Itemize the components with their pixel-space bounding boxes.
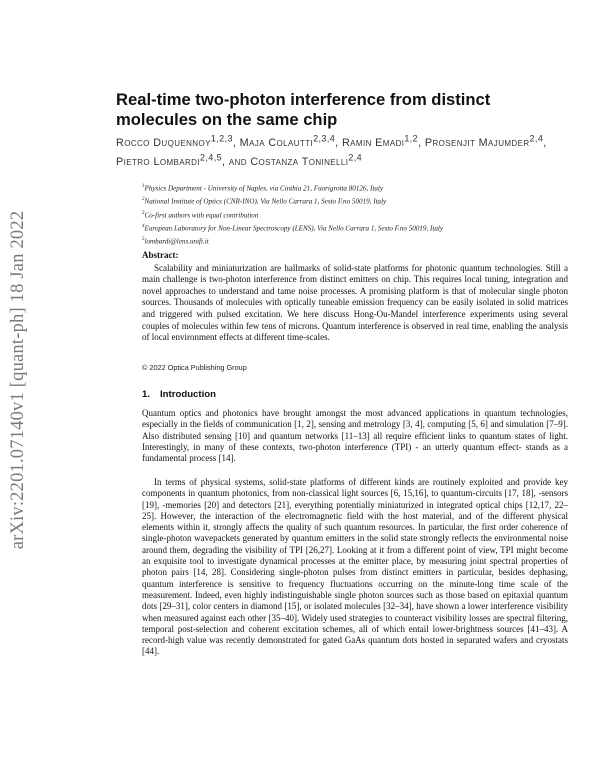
author: Costanza Toninelli$^{2,4}$ [250, 152, 363, 169]
author: Prosenjit Majumder$^{2,4}$, [424, 133, 547, 149]
author: Maja Colautti$^{2,3,4}$, [239, 133, 342, 149]
affiliation-list [142, 181, 582, 248]
section-heading [142, 389, 216, 400]
copyright-notice: © 2022 Optica Publishing Group [142, 363, 247, 372]
affiliation: $^4$European Laboratory for Non-Linear Spectroscopy (LENS), Via Nello Carrara 1, Sesto F.no 50019, Italy [142, 224, 444, 233]
abstract [142, 250, 568, 344]
paper-title: Real-time two-photon interference from distinct molecules on the same chip [116, 90, 491, 129]
affiliation: $^1$Physics Department - University of Naples, via Cinthia 21, Fuorigrotta 80126, Italy [142, 184, 384, 193]
author: Pietro Lombardi$^{2,4,5}$, and [116, 152, 251, 169]
abstract-text: Scalability and miniaturization are hallmarks of solid-state platforms for photonic quantum technologies. Still a main challenge is two-photon interference from distinct emitters on chip. This requires local tuning, integration and novel approaches to understand and tame noise processes. A promising platform is that of molecular single photon sources. Thousands of molecules with optically tuneable emission frequency can be easily isolated in solid matrices and triggered with pulsed excitation. We here discuss Hong-Ou-Mandel interference experiments using several couples of molecules within few tens of microns. Quantum interference is observed in real time, enabling the analysis of local environment effects at different time-scales. [142, 262, 568, 343]
arxiv-stamp: arXiv:2201.07140v1 [quant-ph] 18 Jan 2022 [8, 210, 28, 550]
abstract-heading: Abstract: [142, 250, 179, 260]
body-paragraph: Quantum optics and photonics have brought amongst the most advanced applications in quantum technologies, especially in the fields of communication [1, 2], sensing and metrology [3, 4], computing [5, 6] and simulation [7–9]. Also distributed sensing [10] and quantum networks [11–13] all require efficient links to quantum states of light. Interestingly, in many of these contexts, two-photon interference (TPI) - an utterly quantum effect- stands as a fundamental process [14]. [142, 408, 568, 464]
affiliation: $^3$Co-first authors with equal contribution [142, 210, 259, 220]
section-number: 1. [142, 389, 151, 400]
author: Rocco Duquennoy$^{1,2,3}$, [116, 133, 240, 149]
body-paragraph: In terms of physical systems, solid-state platforms of different kinds are routinely exploited and provide key components in quantum photonics, from non-classical light sources [6, 15,16], to quantum-circuits [17, 18], -sensors [19], -memories [20] and detectors [21], everything potentially miniaturized in integrated optical chips [12,17, 22–25]. However, the interaction of the electromagnetic field with the host material, and of the different physical elements within it, strongly affects the quality of such quantum resources. In particular, the first order coherence of single-photon wavepackets generated by quantum emitters in the solid state strongly reflects the environmental noise around them, degrading the visibility of TPI [26,27]. Looking at it from a different point of view, TPI might become an exquisite tool to investigate dynamical processes at the emitter place, by measuring joint spectral properties of photon pairs [14, 28]. Considering single-photon pulses from distinct emitters in particular, besides dephasing, quantum interference is sensitive to frequency fluctuations occurring on the minute-long time scale of the measurement. Indeed, even highly indistinguishable single photon sources such as those based on epitaxial quantum dots [29–31], color centers in diamond [15], or isolated molecules [32–34], have shown a lower interference visibility when measured against each other [35–40]. Widely used strategies to counteract visibility losses are spectral filtering, temporal post-selection and coherent excitation schemes, all of which entail lower-brightness sources [41–43]. A record-high value was recently demonstrated for gated GaAs quantum dots hosted in separated wafers and cryostats [44]. [142, 477, 568, 657]
author-list [116, 131, 566, 170]
affiliation: $^5$lombardi@lens.unifi.it [142, 237, 209, 246]
affiliation: $^2$National Institute of Optics (CNR-INO), Via Nello Carrara 1, Sesto F.no 50019, Italy [142, 197, 387, 206]
section-title: Introduction [160, 389, 216, 400]
author: Ramin Emadi$^{1,2}$, [341, 133, 425, 149]
